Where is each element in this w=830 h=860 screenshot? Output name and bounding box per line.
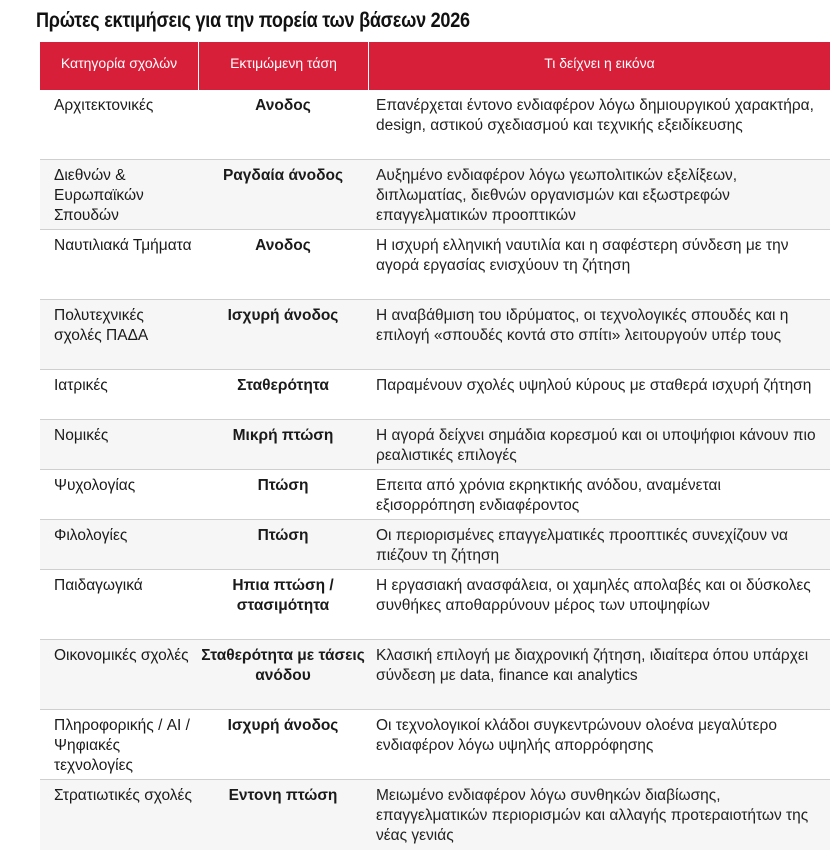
row-explanation: Η εργασιακή ανασφάλεια, οι χαμηλές απολαβές και οι δύσκολες συνθήκες αποθαρρύνουν μέρος των υποψηφίων <box>376 577 811 614</box>
table-row <box>40 470 830 520</box>
row-trend: Ισχυρή άνοδος <box>227 307 339 324</box>
row-trend: Ισχυρή άνοδος <box>227 717 339 734</box>
header-explanation: Τι δείχνει η εικόνα <box>368 42 830 90</box>
row-explanation: Μειωμένο ενδιαφέρον λόγω συνθηκών διαβίωσης, επαγγελματικών περιορισμών και αλλαγής προτεραιοτήτων της νέας γενιάς <box>376 787 809 844</box>
table-row <box>40 520 830 570</box>
header-trend: Εκτιμώμενη τάση <box>198 42 368 90</box>
table-row <box>40 370 830 420</box>
row-category: Διεθνών & Ευρωπαϊκών Σπουδών <box>54 167 144 224</box>
row-trend: Ανοδος <box>255 97 311 114</box>
table-row <box>40 710 830 780</box>
row-category: Παιδαγωγικά <box>54 577 143 594</box>
table-row <box>40 160 830 230</box>
table-row <box>40 90 830 160</box>
row-explanation: Επανέρχεται έντονο ενδιαφέρον λόγω δημιουργικού χαρακτήρα, design, αστικού σχεδιασμού και τεχνικής εξειδίκευσης <box>376 97 814 134</box>
row-explanation: Η αναβάθμιση του ιδρύματος, οι τεχνολογικές σπουδές και η επιλογή «σπουδές κοντά στο σπίτι» λειτουργούν υπέρ τους <box>376 307 789 344</box>
row-category: Νομικές <box>54 427 109 444</box>
table-row <box>40 300 830 370</box>
row-category: Οικονομικές σχολές <box>54 647 189 664</box>
row-trend: Πτώση <box>257 477 309 494</box>
row-trend: Εντονη πτώση <box>228 787 338 804</box>
row-explanation: Επειτα από χρόνια εκρηκτικής ανόδου, αναμένεται εξισορρόπηση ενδιαφέροντος <box>376 477 721 514</box>
row-category: Πολυτεχνικές σχολές ΠΑΔΑ <box>54 307 149 344</box>
table-row <box>40 780 830 850</box>
row-explanation: Οι τεχνολογικοί κλάδοι συγκεντρώνουν ολοένα μεγαλύτερο ενδιαφέρον λόγω υψηλής απορρόφησης <box>376 717 777 754</box>
row-explanation: Κλασική επιλογή με διαχρονική ζήτηση, ιδιαίτερα όπου υπάρχει σύνδεση με data, finance και analytics <box>376 647 809 684</box>
row-trend: Ραγδαία άνοδος <box>222 167 344 184</box>
row-category: Ψυχολογίας <box>54 477 136 494</box>
row-category: Ιατρικές <box>54 377 108 394</box>
table-row <box>40 570 830 640</box>
row-category: Φιλολογίες <box>54 527 128 544</box>
header-category: Κατηγορία σχολών <box>60 55 178 71</box>
row-explanation: Η αγορά δείχνει σημάδια κορεσμού και οι υποψήφιοι κάνουν πιο ρεαλιστικές επιλογές <box>376 427 816 464</box>
row-category: Ναυτιλιακά Τμήματα <box>54 237 192 254</box>
table-header <box>40 42 830 90</box>
table-row <box>40 640 830 710</box>
table-row <box>40 230 830 300</box>
page-title: Πρώτες εκτιμήσεις για την πορεία των βάσεων 2026 <box>36 9 470 32</box>
row-trend: Ηπια πτώση / στασιμότητα <box>232 577 334 614</box>
row-trend: Μικρή πτώση <box>232 427 334 444</box>
row-category: Πληροφορικής / AI / Ψηφιακές τεχνολογίες <box>54 717 190 774</box>
trends-table <box>40 42 830 850</box>
row-trend: Πτώση <box>257 527 309 544</box>
row-trend: Σταθερότητα με τάσεις ανόδου <box>201 647 365 684</box>
row-category: Αρχιτεκτονικές <box>54 97 154 114</box>
table-row <box>40 420 830 470</box>
row-explanation: Αυξημένο ενδιαφέρον λόγω γεωπολιτικών εξελίξεων, διπλωματίας, διεθνών οργανισμών και εξωστρεφών επαγγελματικών προοπτικών <box>376 167 738 224</box>
row-trend: Σταθερότητα <box>237 377 329 394</box>
row-category: Στρατιωτικές σχολές <box>54 787 192 804</box>
row-explanation: Παραμένουν σχολές υψηλού κύρους με σταθερά ισχυρή ζήτηση <box>376 377 812 394</box>
row-trend: Ανοδος <box>255 237 311 254</box>
row-explanation: Οι περιορισμένες επαγγελματικές προοπτικές συνεχίζουν να πιέζουν τη ζήτηση <box>376 527 788 564</box>
table-body <box>40 90 830 850</box>
row-explanation: Η ισχυρή ελληνική ναυτιλία και η σαφέστερη σύνδεση με την αγορά εργασίας ενισχύουν τη ζήτηση <box>376 237 789 274</box>
